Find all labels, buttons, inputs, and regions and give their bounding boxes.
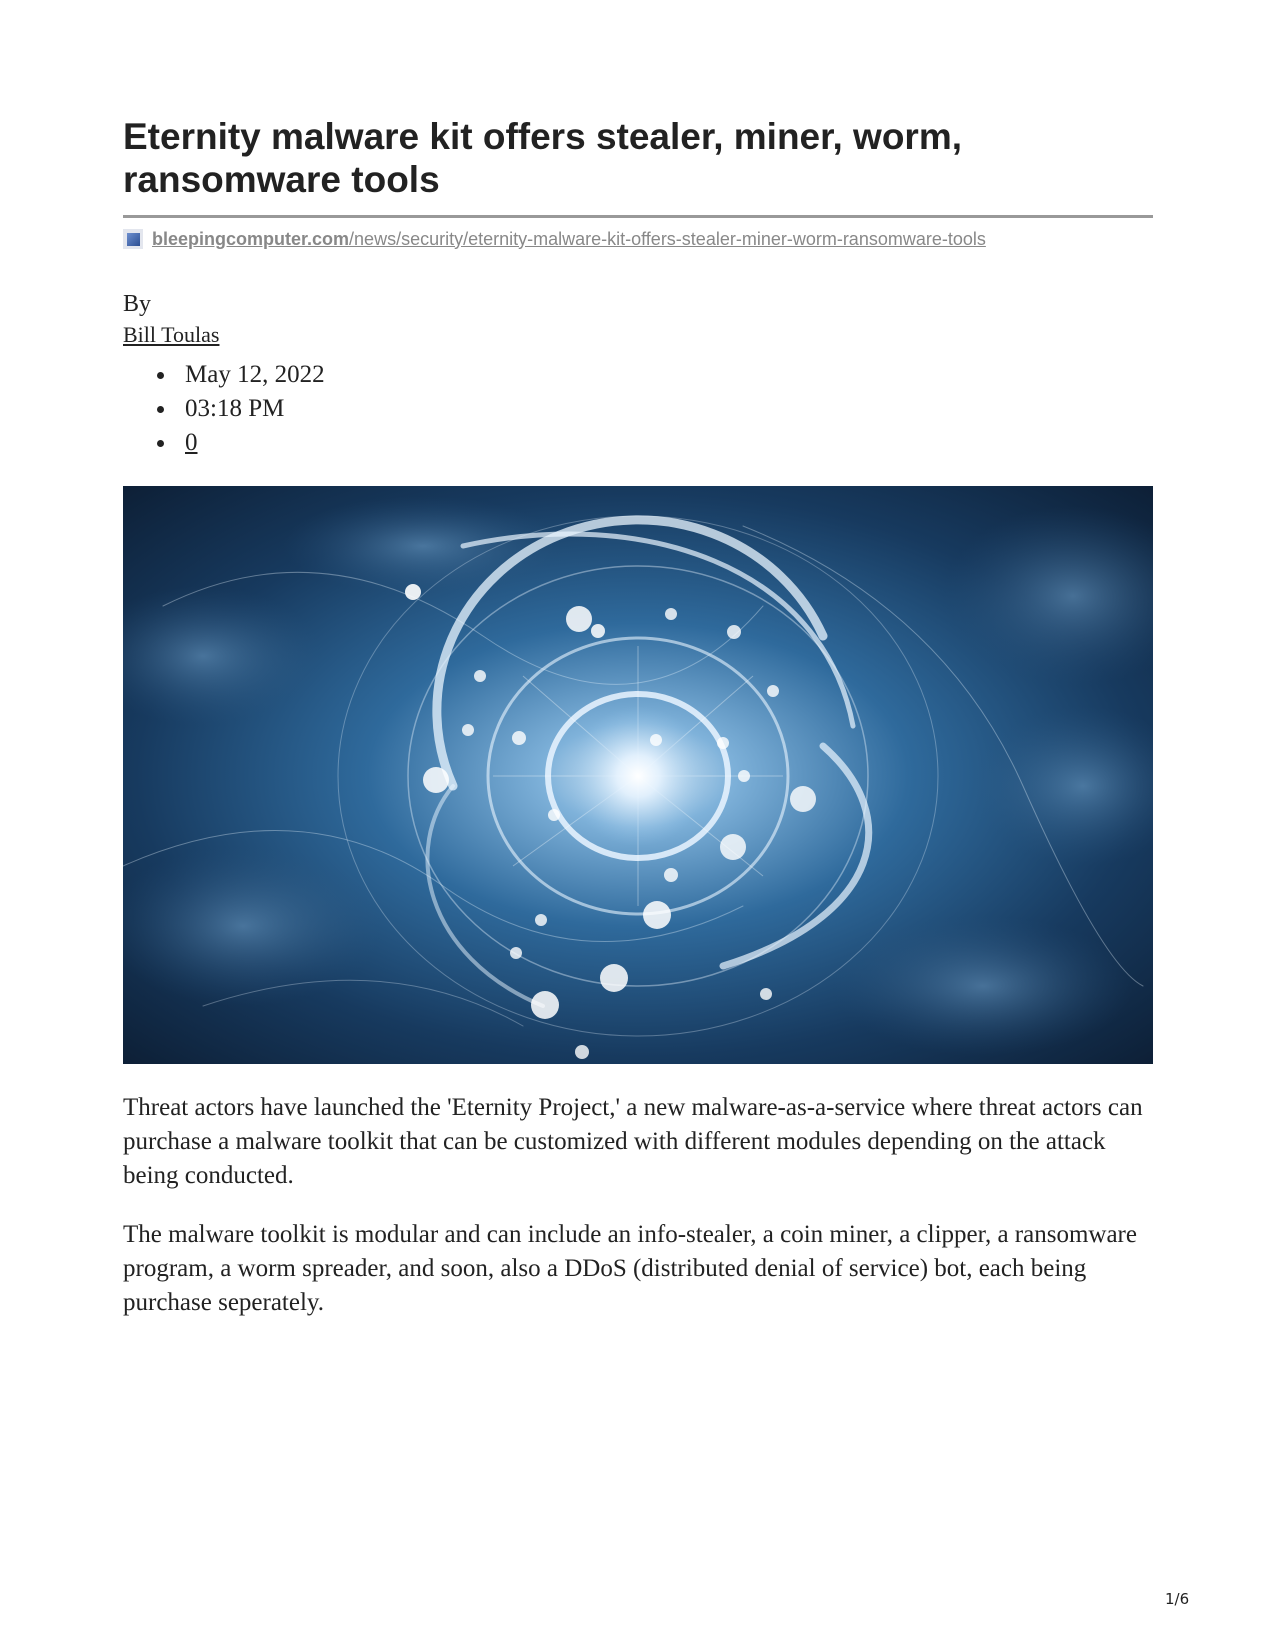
byline-label: By [123, 291, 152, 317]
article-paragraph: The malware toolkit is modular and can include an info-stealer, a coin miner, a clipper, a ransomware program, a worm spreader, and soon, also a DDoS (distributed denial of service) bot, each being purchase seperately. [123, 1221, 1137, 1316]
meta-comments[interactable] [157, 426, 325, 460]
meta-date: May 12, 2022 [157, 358, 325, 392]
comments-count-link[interactable]: 0 [185, 429, 198, 456]
article-paragraph: Threat actors have launched the 'Eternity Project,' a new malware-as-a-service where threat actors can purchase a malware toolkit that can be customized with different modules depending on the attack being conducted. [123, 1094, 1143, 1189]
site-favicon-icon [123, 229, 143, 249]
article-title: Eternity malware kit offers stealer, miner, worm, ransomware tools [123, 116, 963, 200]
page-number: 1/6 [1165, 1590, 1190, 1608]
source-link[interactable] [123, 227, 986, 251]
article-meta-list [157, 358, 325, 460]
meta-time: 03:18 PM [157, 392, 325, 426]
source-path[interactable]: /news/security/eternity-malware-kit-offers-stealer-miner-worm-ransomware-tools [349, 228, 986, 249]
author-link[interactable]: Bill Toulas [123, 322, 220, 347]
hero-image [123, 486, 1153, 1064]
title-divider [123, 215, 1153, 218]
source-domain[interactable]: bleepingcomputer.com [152, 228, 350, 249]
